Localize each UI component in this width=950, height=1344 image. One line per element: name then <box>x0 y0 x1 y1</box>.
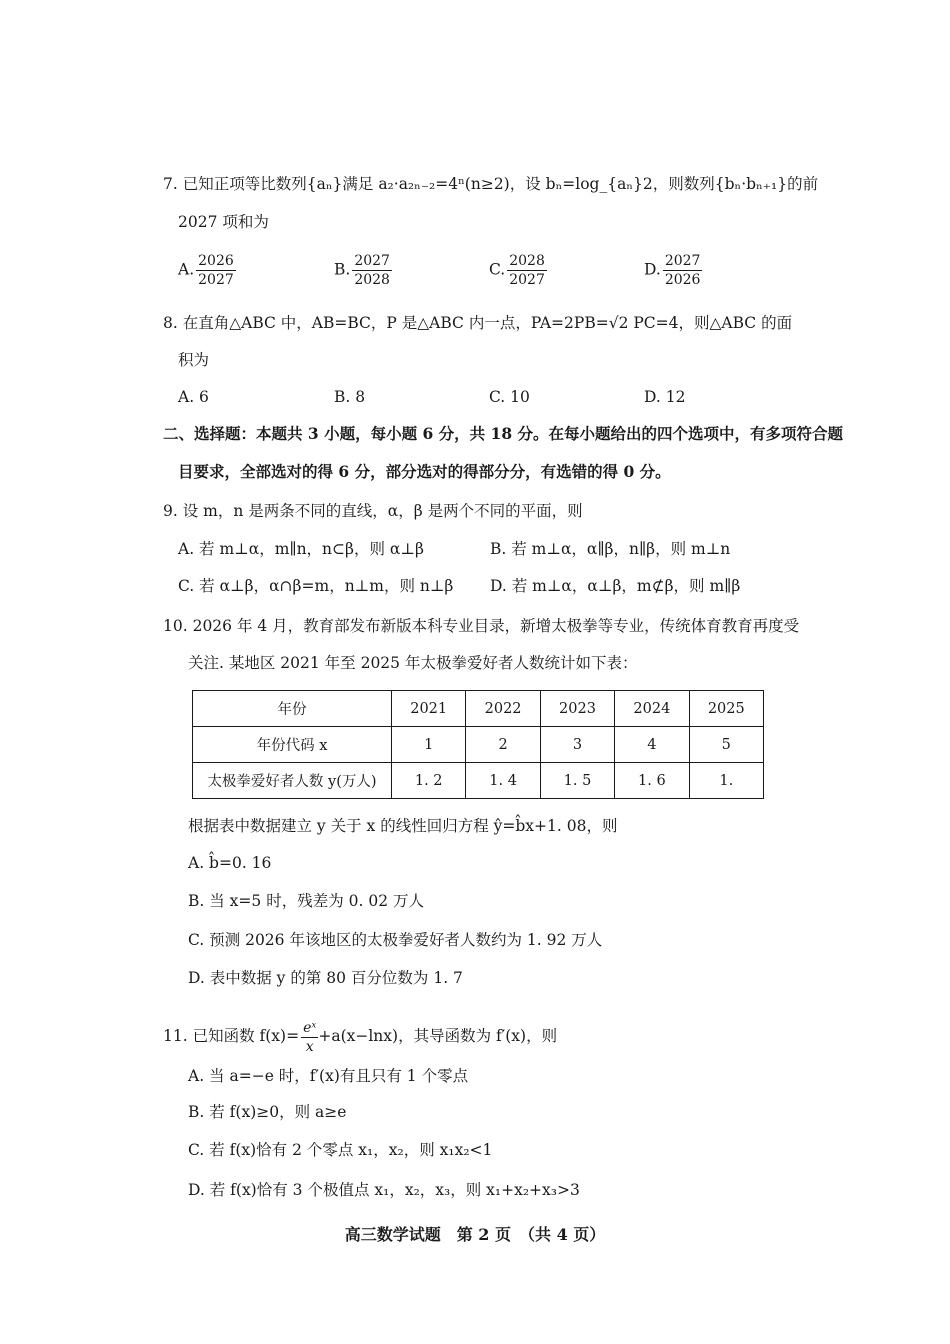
table-cell: 1 <box>392 727 466 763</box>
table-header-cell: 太极拳爱好者人数 y(万人) <box>193 763 392 799</box>
section2-heading-line1: 二、选择题：本题共 3 小题，每小题 6 分，共 18 分。在每小题给出的四个选项中，有多项符合题 <box>163 424 844 443</box>
fraction <box>301 1019 318 1056</box>
option-letter: A. <box>178 260 195 279</box>
q10-stem-line2: 关注. 某地区 2021 年至 2025 年太极拳爱好者人数统计如下表： <box>188 654 638 672</box>
q9-option-c: C. 若 α⊥β，α∩β=m，n⊥m，则 n⊥β <box>178 577 454 595</box>
section2-heading-line2: 目要求，全部选对的得 6 分，部分选对的得部分分，有选错的得 0 分。 <box>178 462 671 481</box>
table-row-code <box>193 727 764 763</box>
table-row-year <box>193 691 764 727</box>
table-cell: 5 <box>689 727 763 763</box>
q11-option-a: A. 当 a=−e 时，f′(x)有且只有 1 个零点 <box>188 1067 469 1085</box>
q7-stem-line2: 2027 项和为 <box>178 213 269 231</box>
option-letter: D. <box>644 260 661 279</box>
table-cell: 2021 <box>392 691 466 727</box>
q7-options <box>178 252 738 292</box>
q8-option-b: B. 8 <box>334 388 366 406</box>
table-cell: 1. 4 <box>466 763 540 799</box>
numerator: 2028 <box>509 253 545 269</box>
q8-stem-line1: 8. 在直角△ABC 中，AB=BC，P 是△ABC 内一点，PA=2PB=√2 PC=4，则△ABC 的面 <box>163 314 793 332</box>
q10-stem-line1: 10. 2026 年 4 月，教育部发布新版本科专业目录，新增太极拳等专业，传统体育教育再度受 <box>163 617 800 635</box>
page-footer: 高三数学试题 第 2 页 （共 4 页） <box>344 1225 606 1244</box>
table-cell: 1. <box>689 763 763 799</box>
q9-option-a: A. 若 m⊥α，m∥n，n⊂β，则 α⊥β <box>178 540 424 558</box>
denominator: 2027 <box>198 272 234 288</box>
q8-option-c: C. 10 <box>489 388 530 406</box>
denominator: 2027 <box>509 272 545 288</box>
q11-stem <box>163 1016 557 1056</box>
numerator: 2027 <box>664 253 701 269</box>
table-cell: 2023 <box>540 691 614 727</box>
q8-option-d: D. 12 <box>644 388 686 406</box>
q10-option-b: B. 当 x=5 时，残差为 0. 02 万人 <box>188 892 424 910</box>
table-row-count <box>193 763 764 799</box>
q11-option-c: C. 若 f(x)恰有 2 个零点 x₁，x₂，则 x₁x₂<1 <box>188 1141 493 1159</box>
denominator: x <box>305 1038 314 1055</box>
table-cell: 1. 5 <box>540 763 614 799</box>
option-letter: B. <box>334 260 351 279</box>
fraction <box>663 252 703 289</box>
q8-stem-line2: 积为 <box>178 351 210 369</box>
q7-option-b <box>334 252 392 289</box>
q11-stem-suffix: +a(x−lnx)，其导函数为 f′(x)，则 <box>318 1027 558 1045</box>
table-cell: 3 <box>540 727 614 763</box>
table-cell: 1. 6 <box>615 763 689 799</box>
numerator: 2027 <box>354 253 390 269</box>
fraction <box>507 252 547 289</box>
q9-option-b: B. 若 m⊥α，α∥β，n∥β，则 m⊥n <box>490 540 731 558</box>
q8-option-a: A. 6 <box>178 388 209 406</box>
q10-option-d: D. 表中数据 y 的第 80 百分位数为 1. 7 <box>188 969 463 987</box>
q7-option-a <box>178 252 236 289</box>
q7-option-c <box>489 252 547 289</box>
numerator: 2026 <box>198 253 234 269</box>
q10-option-a: A. b̂=0. 16 <box>188 854 272 872</box>
numerator: eˣ <box>303 1019 317 1036</box>
q9-option-d: D. 若 m⊥α，α⊥β，m⊄β，则 m∥β <box>490 577 741 595</box>
denominator: 2026 <box>664 272 701 288</box>
table-header-cell: 年份代码 x <box>193 727 392 763</box>
q9-stem: 9. 设 m，n 是两条不同的直线，α，β 是两个不同的平面，则 <box>163 502 583 520</box>
table-cell: 2 <box>466 727 540 763</box>
q10-regression: 根据表中数据建立 y 关于 x 的线性回归方程 ŷ=b̂x+1. 08，则 <box>188 817 618 835</box>
table-cell: 1. 2 <box>392 763 466 799</box>
denominator: 2028 <box>354 272 390 288</box>
table-header-cell: 年份 <box>193 691 392 727</box>
q11-option-b: B. 若 f(x)≥0，则 a≥e <box>188 1103 347 1121</box>
table-cell: 2025 <box>689 691 763 727</box>
q11-option-d: D. 若 f(x)恰有 3 个极值点 x₁，x₂，x₃，则 x₁+x₂+x₃>3 <box>188 1181 580 1199</box>
data-table <box>192 690 764 799</box>
option-letter: C. <box>489 260 506 279</box>
fraction <box>196 252 236 289</box>
table-cell: 2024 <box>615 691 689 727</box>
q10-option-c: C. 预测 2026 年该地区的太极拳爱好者人数约为 1. 92 万人 <box>188 931 603 949</box>
q7-stem-line1: 7. 已知正项等比数列{aₙ}满足 a₂·a₂ₙ₋₂=4ⁿ(n≥2)，设 bₙ=log_{aₙ}2，则数列{bₙ·bₙ₊₁}的前 <box>163 175 819 193</box>
table-cell: 2022 <box>466 691 540 727</box>
q7-option-d <box>644 252 702 289</box>
table-cell: 4 <box>615 727 689 763</box>
q11-stem-prefix: 11. 已知函数 f(x)= <box>163 1027 300 1045</box>
fraction <box>352 252 392 289</box>
